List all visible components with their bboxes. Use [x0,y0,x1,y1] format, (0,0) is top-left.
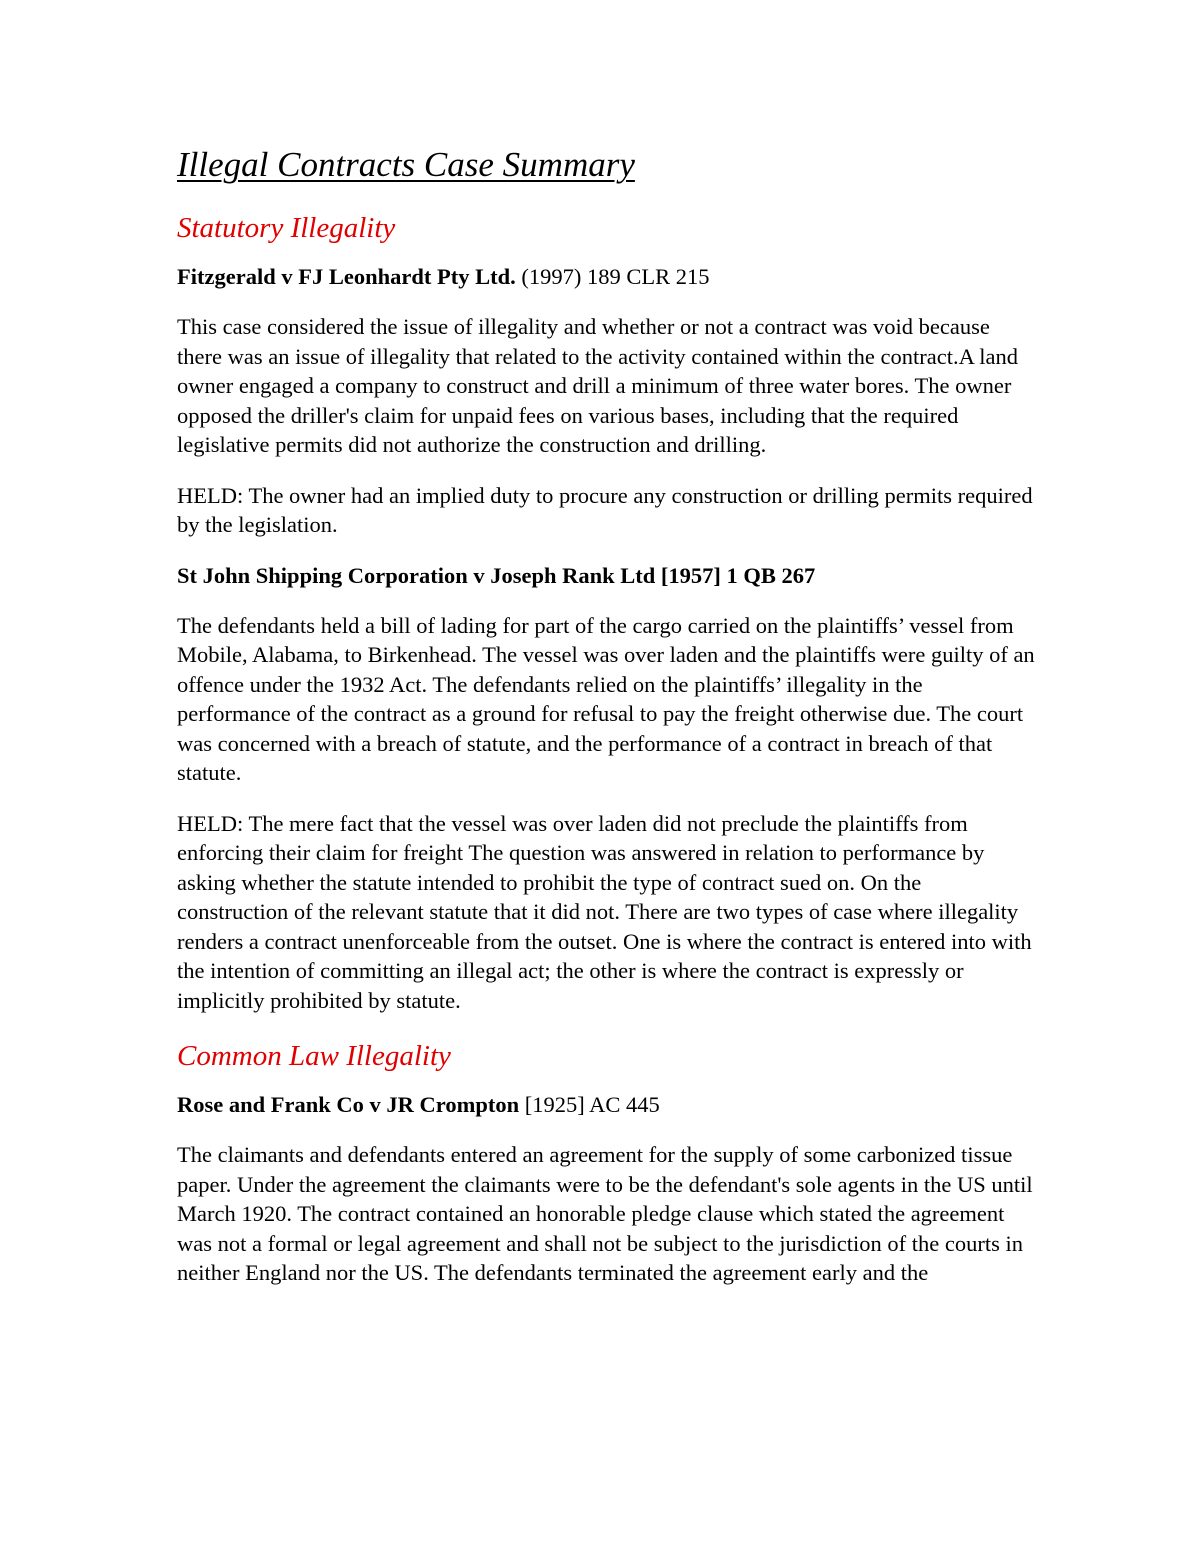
document-title: Illegal Contracts Case Summary [177,145,635,184]
case-paragraph: The defendants held a bill of lading for part of the cargo carried on the plaintiffs’ vessel from Mobile, Alabama, to Birkenhead. The vessel was over laden and the plaintiffs were guilty of an offence under the 1932 Act. The defendants relied on the plaintiffs’ illegality in the performance of the contract as a ground for refusal to pay the freight otherwise due. The court was concerned with a breach of statute, and the performance of a contract in breach of that statute. [177,612,1035,785]
case-name: St John Shipping Corporation v Joseph Rank Ltd [1957] 1 QB 267 [177,562,816,588]
case-name: Rose and Frank Co v JR Crompton [177,1092,520,1117]
section-heading-statutory-illegality: Statutory Illegality [177,212,396,244]
section-heading-common-law-illegality: Common Law Illegality [177,1040,451,1072]
case-title-fitzgerald [177,262,1037,292]
held-paragraph: HELD: The mere fact that the vessel was over laden did not preclude the plaintiffs from enforcing their claim for freight The question was answered in relation to performance by asking whether the statute intended to prohibit the type of contract sued on. On the construction of the relevant statute that it did not. There are two types of case where illegality renders a contract unenforceable from the outset. One is where the contract is entered into with the intention of committing an illegal act; the other is where the contract is expressly or implicitly prohibited by statute. [177,810,1032,1013]
document-page [177,140,1037,1309]
case-paragraph: This case considered the issue of illegality and whether or not a contract was void because there was an issue of illegality that related to the activity contained within the contract.A land owner engaged a company to construct and drill a minimum of three water bores. The owner opposed the driller's claim for unpaid fees on various bases, including that the required legislative permits did not authorize the construction and drilling. [177,314,1018,457]
case-title-st-john-shipping [177,561,1037,591]
case-paragraph: The claimants and defendants entered an agreement for the supply of some carbonized tissue paper. Under the agreement the claimants were to be the defendant's sole agents in the US until March 1920. The contract contained an honorable pledge clause which stated the agreement was not a formal or legal agreement and shall not be subject to the jurisdiction of the courts in neither England nor the US. The defendants terminated the agreement early and the [177,1142,1033,1285]
held-paragraph: HELD: The owner had an implied duty to procure any construction or drilling permits required by the legislation. [177,482,1033,537]
case-title-rose-and-frank [177,1090,1037,1120]
case-name: Fitzgerald v FJ Leonhardt Pty Ltd. [177,264,516,289]
case-citation: (1997) 189 CLR 215 [515,264,710,289]
case-citation: [1925] AC 445 [519,1092,660,1117]
